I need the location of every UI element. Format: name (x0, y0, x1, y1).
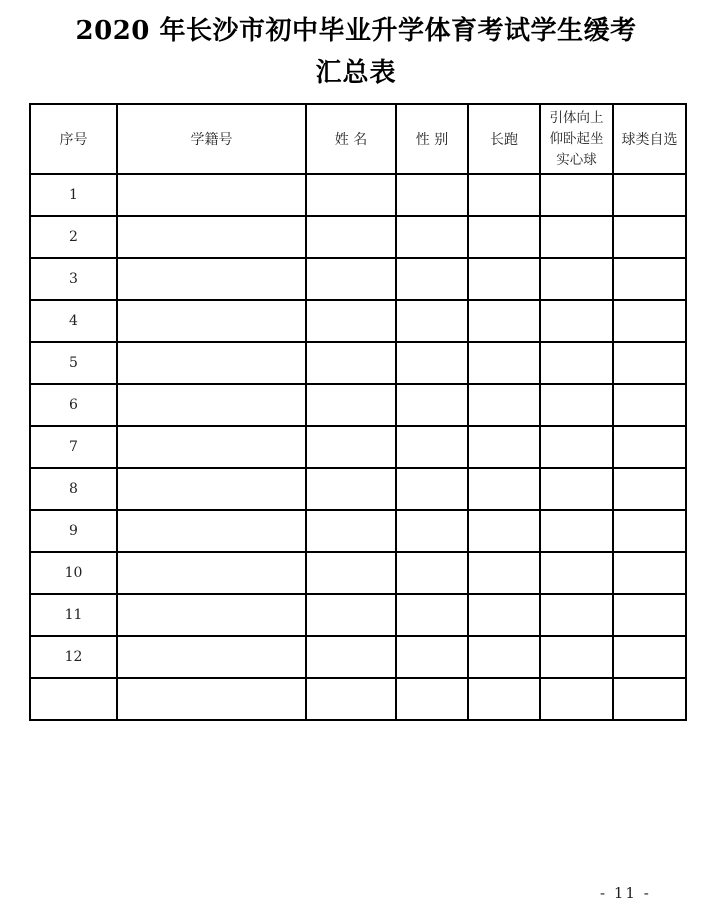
student-id-cell (117, 174, 306, 216)
student-id-cell (117, 636, 306, 678)
gender-cell (396, 426, 468, 468)
document-title: 2020 年长沙市初中毕业升学体育考试学生缓考 (75, 16, 637, 46)
ball-elective-cell (613, 426, 686, 468)
student-id-cell (117, 468, 306, 510)
gender-cell (396, 258, 468, 300)
student-id-cell (117, 384, 306, 426)
table-row (30, 552, 686, 594)
ball-elective-cell (613, 384, 686, 426)
strength-cell (540, 300, 613, 342)
student-id-cell (117, 552, 306, 594)
name-cell (306, 300, 396, 342)
row-seq-cell: 1 (30, 174, 117, 216)
header-name: 姓 名 (306, 104, 396, 174)
gender-cell (396, 678, 468, 720)
header-gender: 性 别 (396, 104, 468, 174)
student-id-cell (117, 216, 306, 258)
gender-cell (396, 552, 468, 594)
ball-elective-cell (613, 258, 686, 300)
name-cell (306, 594, 396, 636)
header-long-run: 长跑 (468, 104, 540, 174)
gender-cell (396, 468, 468, 510)
ball-elective-cell (613, 468, 686, 510)
table-row (30, 468, 686, 510)
gender-cell (396, 342, 468, 384)
strength-cell (540, 426, 613, 468)
gender-cell (396, 594, 468, 636)
long-run-cell (468, 552, 540, 594)
long-run-cell (468, 300, 540, 342)
strength-cell (540, 678, 613, 720)
gender-cell (396, 384, 468, 426)
long-run-cell (468, 636, 540, 678)
table-header-row (30, 104, 686, 174)
long-run-cell (468, 216, 540, 258)
document-subtitle: 汇总表 (315, 58, 397, 88)
long-run-cell (468, 342, 540, 384)
row-seq-cell: 6 (30, 384, 117, 426)
long-run-cell (468, 510, 540, 552)
table-row (30, 258, 686, 300)
header-student-id: 学籍号 (117, 104, 306, 174)
ball-elective-cell (613, 174, 686, 216)
table-row (30, 342, 686, 384)
ball-elective-cell (613, 510, 686, 552)
ball-elective-cell (613, 216, 686, 258)
row-seq-cell (30, 678, 117, 720)
long-run-cell (468, 426, 540, 468)
row-seq-cell: 5 (30, 342, 117, 384)
strength-cell (540, 216, 613, 258)
row-seq-cell: 7 (30, 426, 117, 468)
name-cell (306, 258, 396, 300)
ball-elective-cell (613, 594, 686, 636)
ball-elective-cell (613, 678, 686, 720)
ball-elective-cell (613, 342, 686, 384)
student-id-cell (117, 342, 306, 384)
row-seq-cell: 3 (30, 258, 117, 300)
table-row (30, 636, 686, 678)
name-cell (306, 468, 396, 510)
name-cell (306, 216, 396, 258)
strength-cell (540, 510, 613, 552)
name-cell (306, 678, 396, 720)
long-run-cell (468, 384, 540, 426)
header-strength-line1: 引体向上 (549, 109, 604, 126)
table-row (30, 594, 686, 636)
table-row (30, 426, 686, 468)
long-run-cell (468, 594, 540, 636)
header-strength-events (540, 104, 613, 174)
table-row (30, 216, 686, 258)
name-cell (306, 552, 396, 594)
table-row (30, 174, 686, 216)
ball-elective-cell (613, 300, 686, 342)
strength-cell (540, 384, 613, 426)
row-seq-cell: 12 (30, 636, 117, 678)
row-seq-cell: 11 (30, 594, 117, 636)
name-cell (306, 426, 396, 468)
student-id-cell (117, 300, 306, 342)
name-cell (306, 174, 396, 216)
header-ball-elective: 球类自选 (613, 104, 686, 174)
student-id-cell (117, 510, 306, 552)
strength-cell (540, 468, 613, 510)
row-seq-cell: 2 (30, 216, 117, 258)
strength-cell (540, 342, 613, 384)
student-id-cell (117, 594, 306, 636)
gender-cell (396, 216, 468, 258)
strength-cell (540, 594, 613, 636)
name-cell (306, 636, 396, 678)
name-cell (306, 510, 396, 552)
ball-elective-cell (613, 636, 686, 678)
student-id-cell (117, 258, 306, 300)
table-row (30, 510, 686, 552)
long-run-cell (468, 678, 540, 720)
deferral-summary-table (29, 103, 687, 721)
gender-cell (396, 636, 468, 678)
header-strength-line2: 仰卧起坐 (549, 130, 604, 147)
ball-elective-cell (613, 552, 686, 594)
long-run-cell (468, 258, 540, 300)
table-row (30, 300, 686, 342)
row-seq-cell: 10 (30, 552, 117, 594)
student-id-cell (117, 678, 306, 720)
strength-cell (540, 552, 613, 594)
header-seq: 序号 (30, 104, 117, 174)
gender-cell (396, 174, 468, 216)
page-number: - 11 - (600, 884, 651, 902)
table-row (30, 384, 686, 426)
student-id-cell (117, 426, 306, 468)
gender-cell (396, 300, 468, 342)
row-seq-cell: 8 (30, 468, 117, 510)
strength-cell (540, 636, 613, 678)
long-run-cell (468, 468, 540, 510)
row-seq-cell: 4 (30, 300, 117, 342)
header-strength-line3: 实心球 (556, 151, 597, 168)
row-seq-cell: 9 (30, 510, 117, 552)
table-row (30, 678, 686, 720)
gender-cell (396, 510, 468, 552)
strength-cell (540, 174, 613, 216)
long-run-cell (468, 174, 540, 216)
strength-cell (540, 258, 613, 300)
name-cell (306, 342, 396, 384)
name-cell (306, 384, 396, 426)
